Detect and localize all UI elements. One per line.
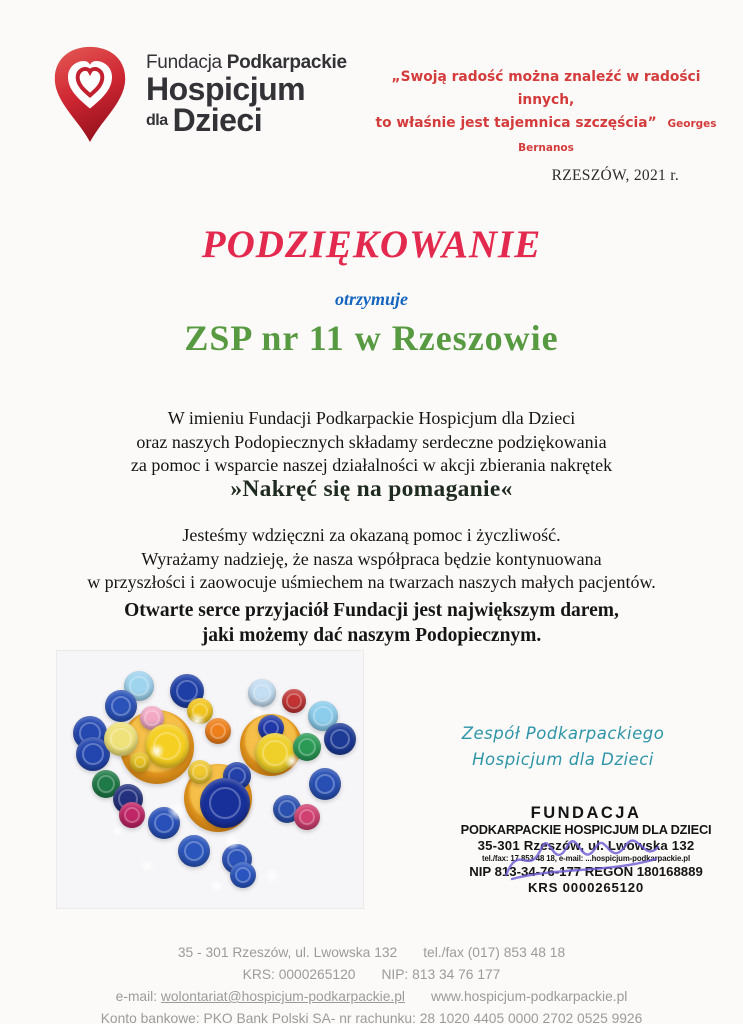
foundation-stamp xyxy=(452,804,720,895)
quote-line-2: to właśnie jest tajemnica szczęścia” xyxy=(375,115,657,131)
campaign-slogan: »Nakręć się na pomaganie« xyxy=(230,476,513,502)
sparkle-highlight xyxy=(149,743,165,759)
recipient-name: ZSP nr 11 w Rzeszowie xyxy=(184,318,559,358)
stamp-line-name: PODKARPACKIE HOSPICJUM DLA DZIECI xyxy=(460,822,712,837)
bottle-cap xyxy=(282,689,306,713)
body-line: w przyszłości i zaowocuje uśmiechem na twarzach naszych małych pacjentów. xyxy=(87,572,656,592)
bottle-cap xyxy=(200,778,250,828)
signature-line-1: Zespół Podkarpackiego xyxy=(461,724,665,743)
footer-line-3 xyxy=(0,986,743,1008)
quote-author: Georges Bernanos xyxy=(518,118,717,154)
body-paragraph-3 xyxy=(0,599,743,648)
bottle-cap xyxy=(324,723,356,755)
bottle-cap xyxy=(188,760,212,784)
body-line: jaki możemy dać naszym Podopiecznym. xyxy=(201,624,542,646)
footer-address: 35 - 301 Rzeszów, ul. Lwowska 132 xyxy=(177,945,398,960)
bottle-cap xyxy=(119,802,145,828)
signature-line-2: Hospicjum dla Dzieci xyxy=(472,750,654,769)
motto-quote xyxy=(362,66,730,160)
stamp-line-nip-regon: NIP 813-34-76-177 REGON 180168889 xyxy=(469,864,703,879)
footer-email-label: e-mail: xyxy=(115,989,158,1004)
footer-line-1 xyxy=(0,942,743,964)
document-footer xyxy=(0,942,743,1024)
sparkle-highlight xyxy=(167,801,187,821)
sparkle-highlight xyxy=(188,712,206,730)
body-line: Otwarte serce przyjaciół Fundacji jest największym darem, xyxy=(124,600,619,621)
email-link[interactable]: wolontariat@hospicjum-podkarpackie.pl xyxy=(160,989,405,1004)
stamp-line-address: 35-301 Rzeszów, ul. Lwowska 132 xyxy=(477,838,695,853)
footer-krs: KRS: 0000265120 xyxy=(242,967,356,982)
bottle-cap xyxy=(178,835,210,867)
bottle-cap xyxy=(230,862,256,888)
sparkle-highlight xyxy=(284,753,300,769)
sparkle-highlight xyxy=(140,859,154,873)
logo-word-fundacja: Fundacja xyxy=(146,52,222,73)
foundation-logo xyxy=(46,40,356,158)
footer-website: www.hospicjum-podkarpackie.pl xyxy=(431,989,628,1004)
bottle-cap xyxy=(130,752,150,772)
body-paragraph-1 xyxy=(0,407,743,478)
bottle-cap xyxy=(205,718,231,744)
body-paragraph-2 xyxy=(0,524,743,595)
place-and-date: RZESZÓW, 2021 r. xyxy=(551,167,679,184)
bottle-cap xyxy=(105,690,137,722)
bottle-caps-heart-photo xyxy=(57,651,363,908)
sparkle-highlight xyxy=(210,879,224,893)
footer-telfax: tel./fax (017) 853 48 18 xyxy=(423,945,566,960)
certificate-title: PODZIĘKOWANIE xyxy=(201,223,542,266)
body-line: Jesteśmy wdzięczni za okazaną pomoc i życzliwość. xyxy=(182,525,561,545)
stamp-line-fundacja: FUNDACJA xyxy=(530,804,642,822)
logo-word-podkarpackie: Podkarpackie xyxy=(226,52,347,73)
logo-word-dzieci: Dzieci xyxy=(172,102,263,138)
team-signature-text xyxy=(447,721,679,773)
footer-nip: NIP: 813 34 76 177 xyxy=(381,967,501,982)
logo-word-hospicjum: Hospicjum xyxy=(146,71,306,107)
bottle-cap xyxy=(294,804,320,830)
bottle-cap xyxy=(248,679,276,707)
sparkle-highlight xyxy=(223,832,241,850)
body-line: oraz naszych Podopiecznych składamy serdeczne podziękowania xyxy=(136,431,607,452)
stamp-line-krs: KRS 0000265120 xyxy=(527,880,645,895)
sparkle-highlight xyxy=(111,825,123,837)
sparkle-highlight xyxy=(264,868,280,884)
receives-label: otrzymuje xyxy=(334,289,408,309)
body-line: Wyrażamy nadzieję, że nasza współpraca będzie kontynuowana xyxy=(141,548,602,569)
quote-line-1: „Swoją radość można znaleźć w radości innych, xyxy=(391,69,701,108)
sparkle-highlight xyxy=(250,704,264,718)
bottle-cap xyxy=(309,768,341,800)
footer-line-4 xyxy=(0,1008,743,1024)
foundation-logo-text xyxy=(146,52,347,137)
body-line: W imieniu Fundacji Podkarpackie Hospicjum dla Dzieci xyxy=(167,408,576,428)
footer-line-2 xyxy=(0,964,743,986)
heart-pin-icon xyxy=(46,42,134,146)
bottle-cap xyxy=(104,722,138,756)
logo-word-dla: dla xyxy=(146,112,168,129)
stamp-line-contact: tel./fax: 17 853 48 18, e-mail: ...hospicjum-podkarpackie.pl xyxy=(481,854,691,863)
footer-bank-account: Konto bankowe: PKO Bank Polski SA- nr rachunku: 28 1020 4405 0000 2702 0525 9926 xyxy=(100,1011,643,1024)
body-line: za pomoc i wsparcie naszej działalności w akcji zbierania nakrętek xyxy=(130,455,613,475)
